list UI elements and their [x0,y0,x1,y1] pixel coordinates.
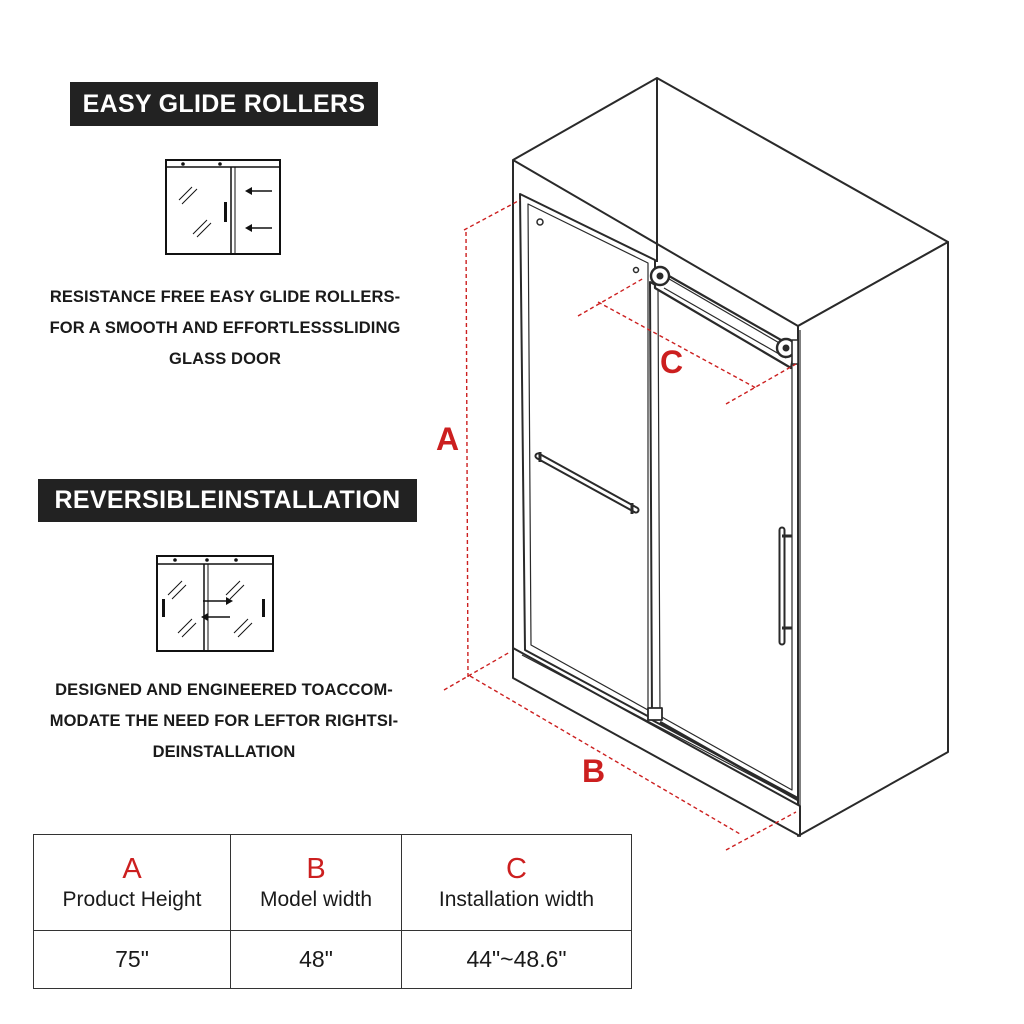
easy-glide-rollers-title: EASY GLIDE ROLLERS [70,82,378,126]
description-line: FOR A SMOOTH AND EFFORTLESSSLIDING [49,319,401,337]
reversible-door-icon [156,555,274,653]
column-label: Product Height [62,887,202,911]
column-letter: A [122,852,142,885]
column-letter: C [506,852,527,885]
dimension-a-top-ext [464,200,520,230]
dimension-c-label: C [660,344,684,380]
reversible-installation-title: REVERSIBLEINSTALLATION [38,479,417,522]
table-value-row [34,931,632,989]
right-wall [798,242,948,836]
easy-glide-rollers-description [10,282,440,375]
reversible-installation-description [0,675,448,768]
column-label: Installation width [438,887,595,911]
dimensions-table [33,834,632,989]
single-slide-door-icon [165,158,282,256]
dimension-a-line [466,232,468,678]
description-line: GLASS DOOR [169,350,281,368]
header-cell-b [231,835,402,931]
table-header-row [34,835,632,931]
description-line: DESIGNED AND ENGINEERED TOACCOM- [55,681,393,699]
value-cell-b: 48" [231,931,402,989]
column-label: Model width [259,887,373,911]
shower-door-diagram [430,60,1024,860]
value-cell-a: 75" [34,931,231,989]
description-line: MODATE THE NEED FOR LEFTOR RIGHTSI- [49,712,399,730]
dimension-a-label: A [436,421,460,457]
description-line: DEINSTALLATION [152,743,296,761]
header-cell-c [402,835,632,931]
description-line: RESISTANCE FREE EASY GLIDE ROLLERS- [49,288,401,306]
header-cell-a [34,835,231,931]
dimension-b-label: B [582,753,606,789]
value-cell-c: 44"~48.6" [402,931,632,989]
column-letter: B [306,852,326,885]
dimension-a-bottom-ext [444,652,510,690]
